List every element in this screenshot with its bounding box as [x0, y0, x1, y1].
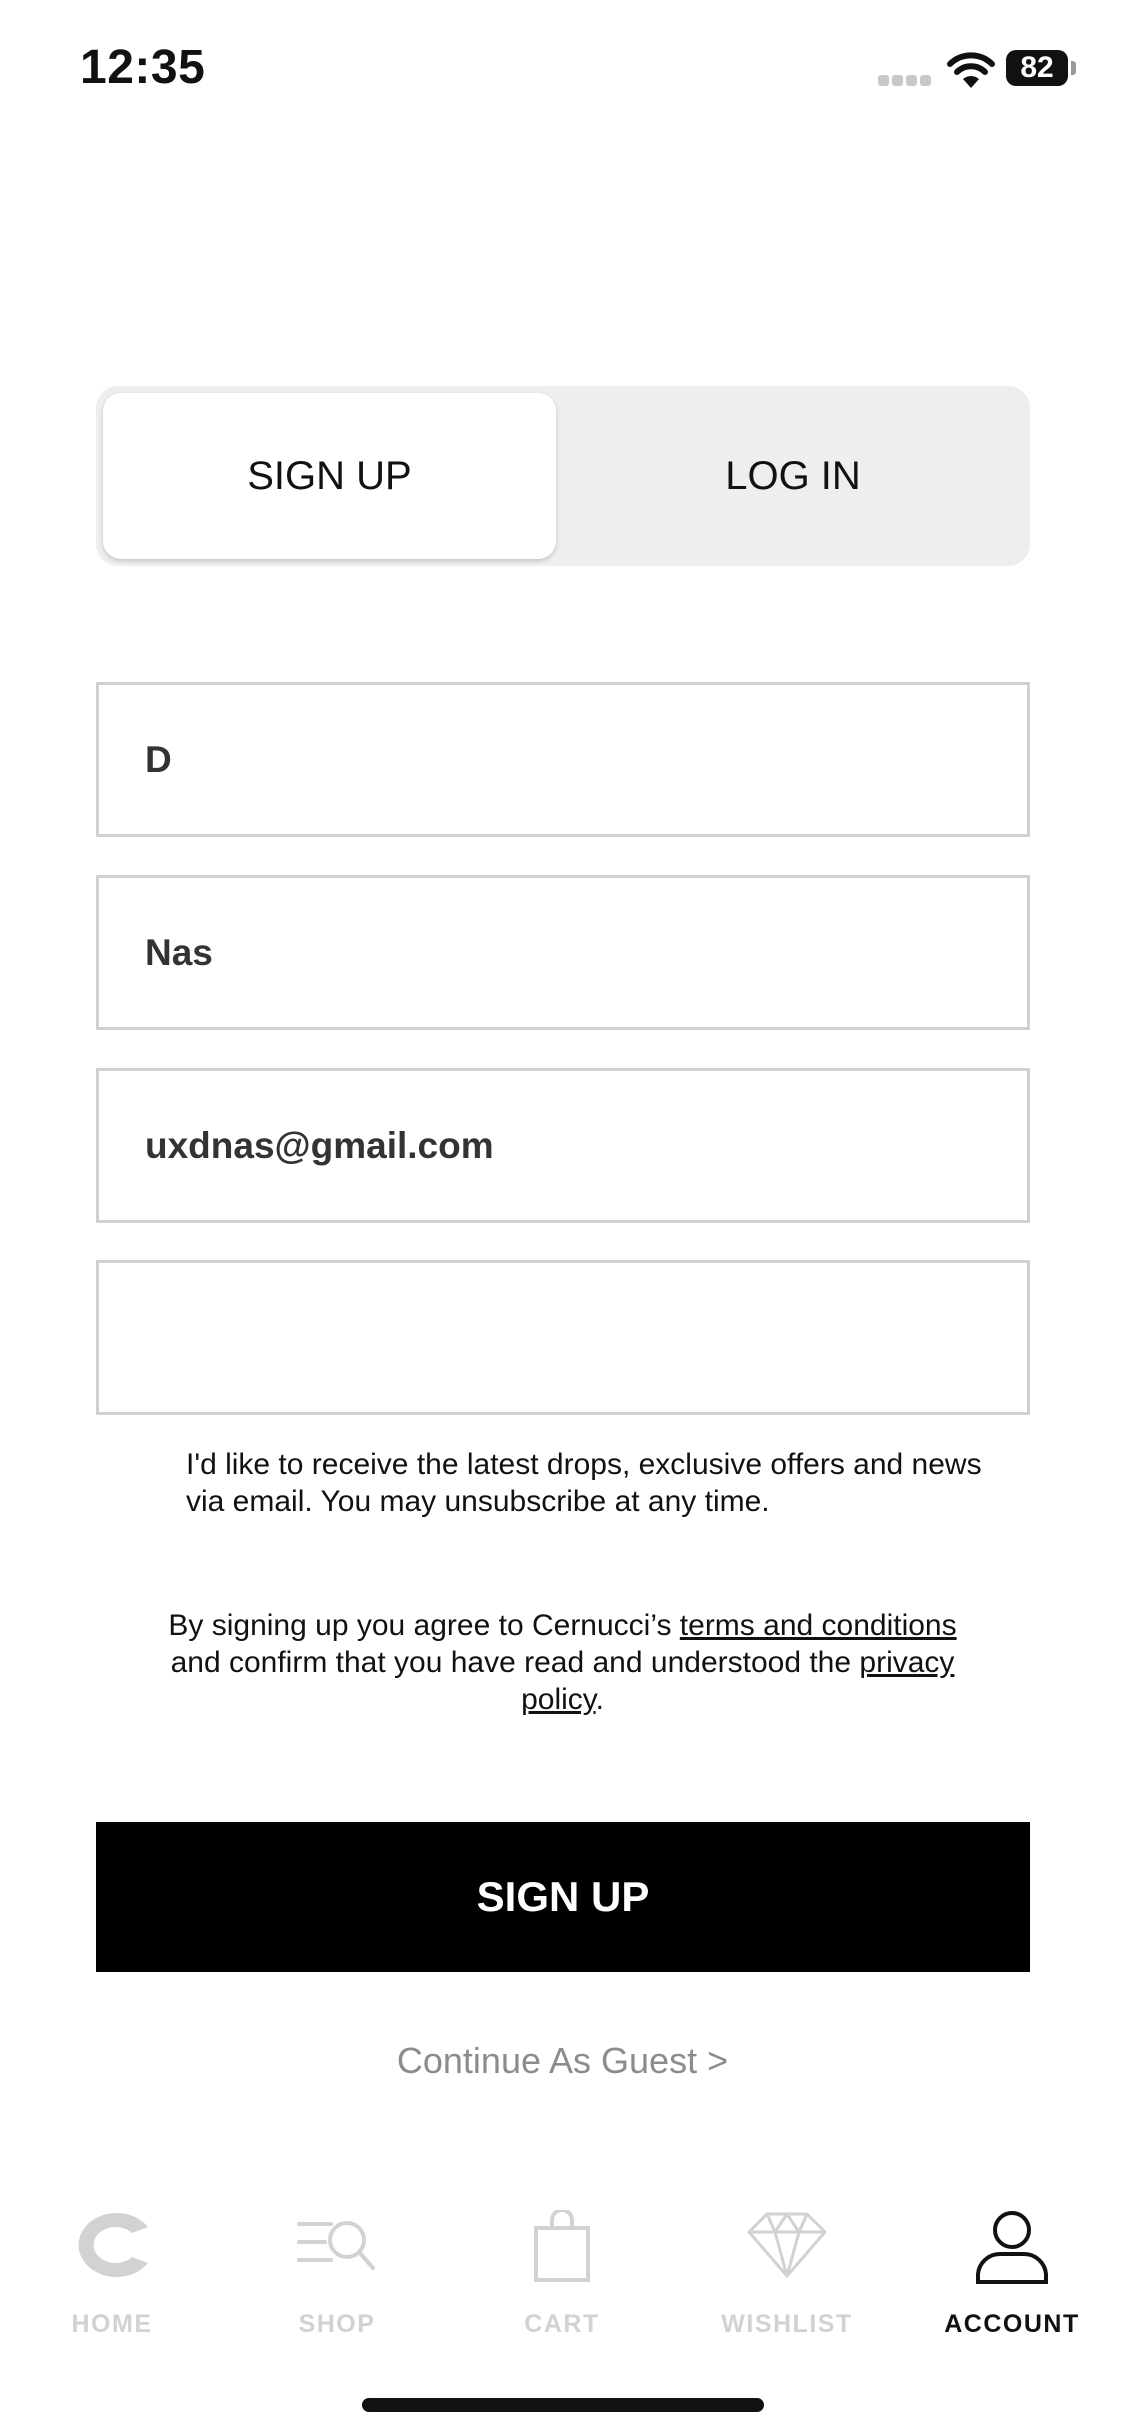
home-indicator[interactable]: [362, 2398, 764, 2412]
tab-label-account: ACCOUNT: [944, 2310, 1080, 2338]
continue-as-guest-link[interactable]: Continue As Guest >: [396, 2040, 729, 2081]
status-time: 12:35: [80, 41, 206, 94]
tab-shop[interactable]: [237, 2210, 437, 2340]
legal-prefix: By signing up you agree to Cernucci’s: [168, 1609, 680, 1642]
first-name-input[interactable]: [99, 685, 1027, 834]
newsletter-consent-text[interactable]: I'd like to receive the latest drops, exclusive offers and news via email. You may unsubscribe at any time.: [186, 1448, 982, 1518]
email-input[interactable]: [99, 1071, 1027, 1220]
tab-label-cart: CART: [524, 2310, 600, 2338]
diamond-icon: [745, 2210, 829, 2285]
terms-link[interactable]: terms and conditions: [679, 1609, 957, 1642]
battery-icon: [1006, 50, 1076, 88]
last-name-field[interactable]: [96, 875, 1030, 1030]
wifi-icon: [946, 50, 996, 90]
tab-label-home: HOME: [71, 2310, 153, 2338]
password-field[interactable]: [96, 1260, 1030, 1415]
cernucci-logo-icon: [70, 2210, 154, 2285]
tab-wishlist[interactable]: [687, 2210, 887, 2340]
cellular-signal-icon: [878, 72, 928, 86]
tab-home[interactable]: [12, 2210, 212, 2340]
tab-cart[interactable]: [462, 2210, 662, 2340]
tab-label-wishlist: WISHLIST: [721, 2310, 853, 2338]
legal-notice: [150, 1607, 975, 1718]
battery-level: 82: [1006, 50, 1068, 86]
email-field[interactable]: [96, 1068, 1030, 1223]
last-name-input[interactable]: [99, 878, 1027, 1027]
tab-label-shop: SHOP: [298, 2310, 376, 2338]
tab-sign-up[interactable]: SIGN UP: [103, 393, 556, 559]
shopping-bag-icon: [520, 2210, 604, 2289]
tab-log-in[interactable]: LOG IN: [725, 453, 861, 498]
legal-suffix: .: [595, 1683, 604, 1716]
first-name-field[interactable]: [96, 682, 1030, 837]
sign-up-button[interactable]: SIGN UP: [96, 1822, 1030, 1972]
tab-account[interactable]: [912, 2210, 1112, 2340]
privacy-policy-link[interactable]: privacy policy: [521, 1646, 955, 1716]
user-icon: [970, 2210, 1054, 2289]
shop-search-icon: [295, 2210, 379, 2285]
legal-middle: and confirm that you have read and understood the: [170, 1646, 860, 1679]
password-input[interactable]: [99, 1263, 1027, 1412]
